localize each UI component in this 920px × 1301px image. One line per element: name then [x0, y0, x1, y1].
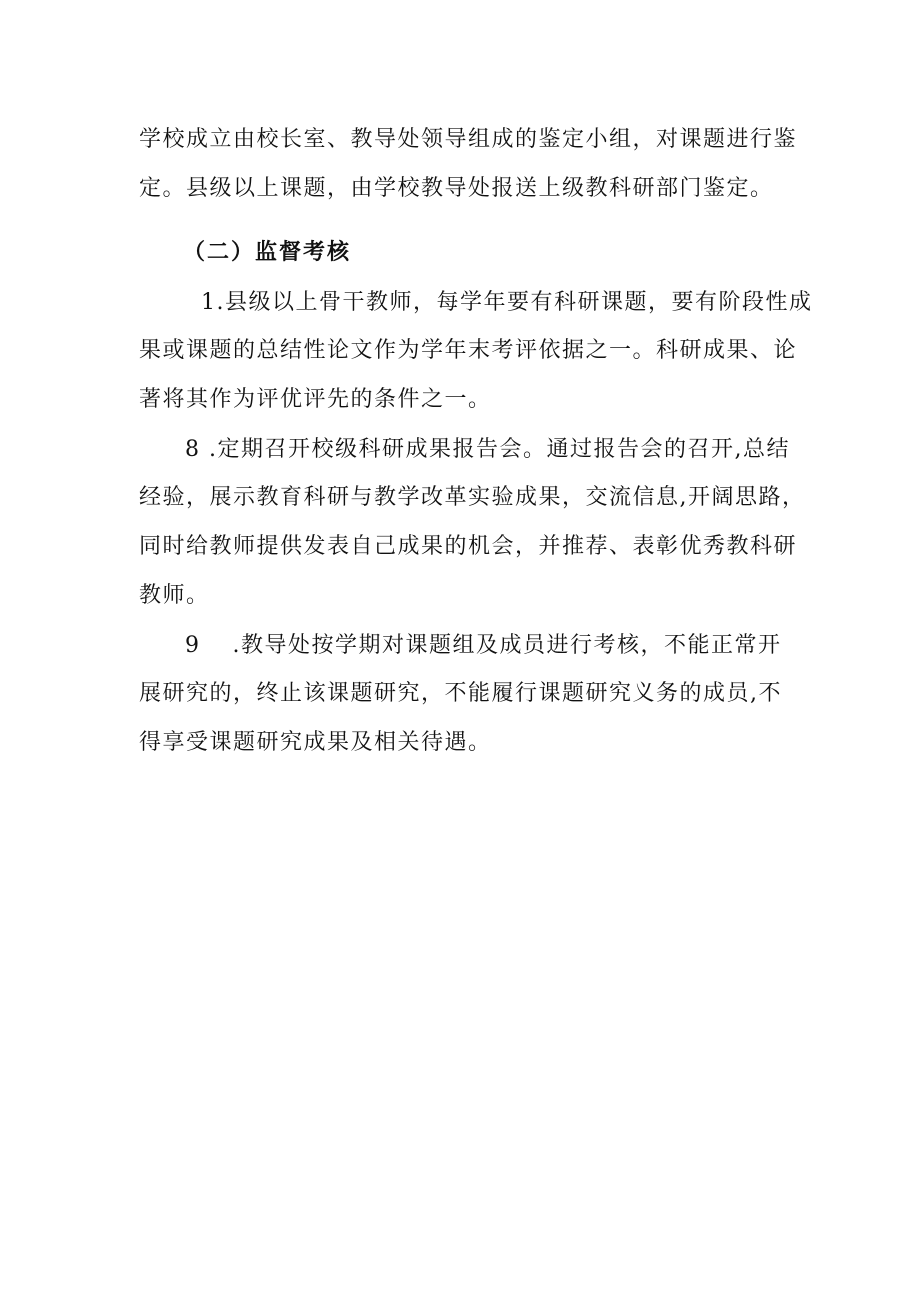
intro-line-2: 定。县级以上课题，由学校教导处报送上级教科研部门鉴定。 [139, 176, 774, 201]
section-heading: （二）监督考核 [183, 240, 352, 265]
para-1-line-2: 果或课题的总结性论文作为学年末考评依据之一。科研成果、论 [139, 338, 798, 363]
para-8-line-2: 经验，展示教育科研与教学改革实验成果，交流信息,开阔思路， [139, 485, 806, 510]
intro-line-1: 学校成立由校长室、教导处领导组成的鉴定小组，对课题进行鉴 [139, 127, 798, 152]
para-1-line-3: 著将其作为评优评先的条件之一。 [139, 387, 492, 412]
para-1-line-1: 1.县级以上骨干教师，每学年要有科研课题，要有阶段性成 [201, 290, 813, 315]
para-9-line-2: 展研究的，终止该课题研究，不能履行课题研究义务的成员,不 [139, 681, 782, 706]
para-9-line-3: 得享受课题研究成果及相关待遇。 [139, 730, 492, 755]
para-8-line-4: 教师。 [139, 583, 210, 608]
para-8-line-3: 同时给教师提供发表自己成果的机会，并推荐、表彰优秀教科研 [139, 534, 798, 559]
para-8-line-1: 8 .定期召开校级科研成果报告会。通过报告会的召开,总结 [185, 437, 790, 462]
para-9-line-1: 9 .教导处按学期对课题组及成员进行考核，不能正常开 [185, 633, 782, 658]
